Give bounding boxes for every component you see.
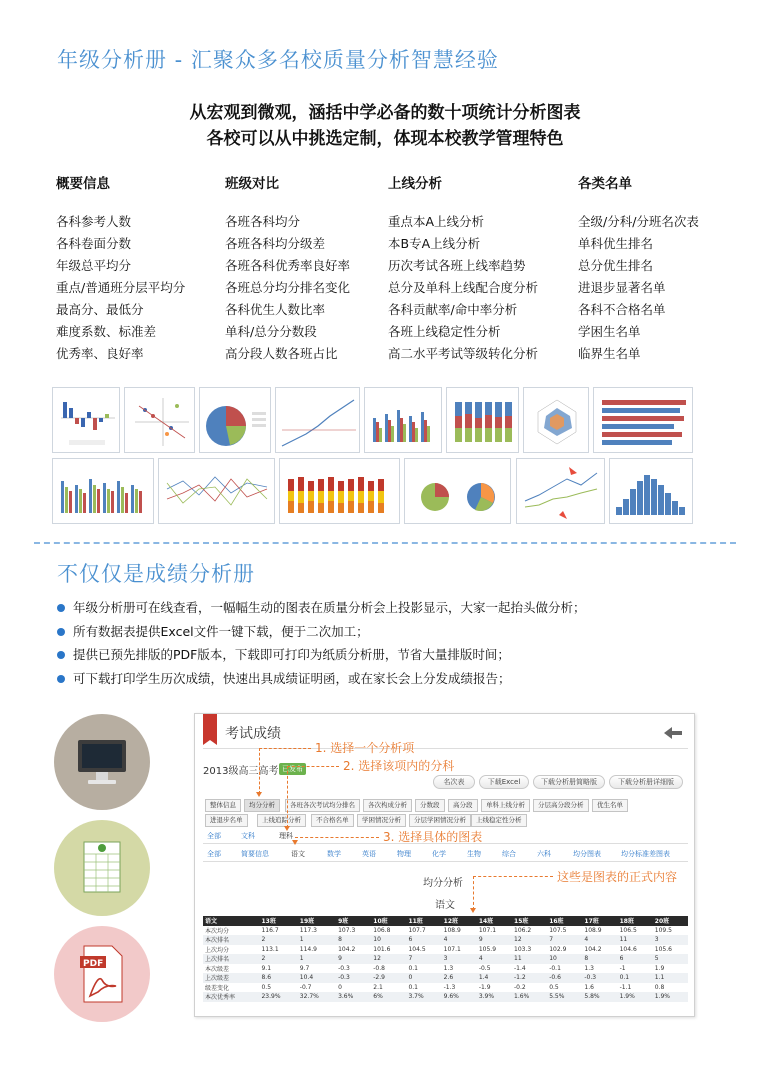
feature-item: 最高分、最低分 bbox=[56, 302, 144, 317]
header-cell: 语文 bbox=[203, 916, 259, 926]
annotation-arrow-icon bbox=[470, 908, 476, 913]
thumbnail-heatmap-bar-chart bbox=[279, 458, 400, 524]
published-tag: 已发布 bbox=[279, 763, 306, 775]
table-cell: 116.7 bbox=[261, 926, 279, 934]
header-cell: 19班 bbox=[298, 916, 336, 926]
spreadsheet-icon bbox=[54, 820, 150, 916]
tab-online-stability[interactable]: 上线稳定性分析 bbox=[471, 814, 527, 827]
annotation-line bbox=[259, 748, 260, 794]
annotation-line bbox=[287, 766, 339, 767]
table-row bbox=[203, 935, 688, 945]
feature-item: 各科卷面分数 bbox=[56, 236, 132, 251]
thumbnail-histogram-chart bbox=[609, 458, 693, 524]
table-cell: -1.1 bbox=[619, 983, 632, 991]
table-cell: 11 bbox=[512, 954, 547, 964]
table-cell: 105.6 bbox=[654, 945, 672, 953]
subject-english[interactable]: 英语 bbox=[362, 850, 376, 858]
table-cell: -0.6 bbox=[547, 973, 582, 983]
thumbnail-trend-chart bbox=[516, 458, 605, 524]
thumbnail-line-chart bbox=[275, 387, 360, 453]
thumbnail-scatter-chart bbox=[124, 387, 195, 453]
table-row bbox=[203, 992, 688, 1002]
table-cell: 本次级差 bbox=[205, 965, 230, 973]
table-cell: 9 bbox=[477, 935, 512, 945]
pdf-icon-label: PDF bbox=[83, 959, 104, 969]
thumbnail-pie-chart bbox=[199, 387, 271, 453]
section-title-analysis-book: 年级分析册 - 汇聚众多名校质量分析智慧经验 bbox=[57, 48, 499, 72]
table-cell: -0.3 bbox=[336, 973, 371, 983]
table-cell: 101.6 bbox=[373, 945, 391, 953]
table-cell: 114.9 bbox=[299, 945, 317, 953]
chart-title: 均分分析 bbox=[423, 878, 463, 889]
table-cell: -0.7 bbox=[299, 983, 312, 991]
filter-science[interactable]: 理科 bbox=[279, 832, 293, 840]
annotation-line bbox=[295, 837, 379, 838]
table-cell: 1.6 bbox=[584, 983, 594, 991]
table-cell: 8 bbox=[336, 935, 371, 945]
table-cell: 9.7 bbox=[299, 964, 310, 972]
feature-column-lists bbox=[578, 172, 699, 365]
table-row bbox=[203, 964, 688, 974]
table-cell: -0.1 bbox=[549, 964, 561, 972]
annotation-line bbox=[259, 748, 311, 749]
thumbnail-bar-chart bbox=[52, 387, 120, 453]
tab-layered-high[interactable]: 分层高分段分析 bbox=[533, 799, 589, 812]
table-cell: 上次级差 bbox=[203, 973, 259, 983]
tab-subject-online[interactable]: 单科上线分析 bbox=[481, 799, 530, 812]
table-cell: 2 bbox=[259, 935, 297, 945]
feature-item: 单科/总分分数段 bbox=[225, 324, 317, 339]
table-cell: 上次排名 bbox=[203, 954, 259, 964]
table-cell: 32.7% bbox=[298, 992, 336, 1002]
table-header-row bbox=[203, 916, 688, 926]
table-cell: 107.1 bbox=[478, 926, 497, 934]
table-cell: 1.9% bbox=[653, 992, 688, 1002]
intro-line-2: 各校可以从中挑选定制，体现本校教学管理特色 bbox=[206, 129, 564, 149]
tab-overall-info[interactable]: 整体信息 bbox=[205, 799, 241, 812]
table-cell: 1.3 bbox=[443, 964, 454, 972]
feature-item: 各科参考人数 bbox=[56, 214, 132, 229]
table-cell: 5.8% bbox=[582, 992, 617, 1002]
table-cell: -1.3 bbox=[443, 983, 456, 991]
table-row bbox=[203, 983, 688, 993]
table-cell: 9.6% bbox=[442, 992, 477, 1002]
feature-item: 学困生名单 bbox=[578, 324, 641, 339]
table-cell: 1.9% bbox=[618, 992, 653, 1002]
header-cell: 11班 bbox=[406, 916, 441, 926]
header-cell: 9班 bbox=[336, 916, 371, 926]
table-cell: 104.2 bbox=[338, 945, 356, 953]
header-cell: 12班 bbox=[442, 916, 477, 926]
annotation-step-2: 2. 选择该项内的分科 bbox=[343, 759, 455, 773]
subject-chinese[interactable]: 语文 bbox=[291, 850, 305, 858]
tab-score-bands[interactable]: 分数段 bbox=[415, 799, 445, 812]
feature-item: 临界生名单 bbox=[578, 346, 641, 361]
subject-biology[interactable]: 生物 bbox=[467, 850, 481, 858]
subject-all[interactable]: 全部 bbox=[207, 850, 221, 858]
table-cell: 107.3 bbox=[338, 926, 356, 934]
section-divider bbox=[34, 542, 736, 544]
feature-column-overview bbox=[56, 172, 185, 365]
table-cell: 6% bbox=[371, 992, 406, 1002]
table-cell: 0.5 bbox=[549, 983, 559, 991]
table-cell: 105.9 bbox=[478, 945, 497, 953]
table-cell: 3.7% bbox=[406, 992, 441, 1002]
column-heading: 班级对比 bbox=[225, 176, 279, 192]
annotation-content: 这些是图表的正式内容 bbox=[557, 870, 678, 884]
monitor-icon bbox=[54, 714, 150, 810]
annotation-arrow-icon bbox=[256, 792, 262, 797]
tab-composition[interactable]: 各次构成分析 bbox=[363, 799, 412, 812]
header-cell: 10班 bbox=[371, 916, 406, 926]
table-cell: 3.9% bbox=[477, 992, 512, 1002]
table-cell: 本次排名 bbox=[203, 935, 259, 945]
rank-table-button[interactable]: 名次表 bbox=[433, 775, 475, 789]
chart-average[interactable]: 均分图表 bbox=[573, 850, 601, 858]
table-cell: 3 bbox=[653, 935, 688, 945]
pdf-icon bbox=[54, 926, 150, 1022]
tab-layered-struggling[interactable]: 分层学困情况分析 bbox=[409, 814, 471, 827]
exam-scores-screenshot bbox=[194, 713, 695, 1017]
table-cell: 106.2 bbox=[514, 926, 532, 934]
table-cell: -1.9 bbox=[478, 983, 491, 991]
subject-chemistry[interactable]: 化学 bbox=[432, 850, 446, 858]
thumbnail-stacked-bar-chart bbox=[446, 387, 519, 453]
feature-item: 历次考试各班上线率趋势 bbox=[388, 258, 526, 273]
table-cell: 0.1 bbox=[408, 983, 418, 991]
header-cell: 20班 bbox=[653, 916, 688, 926]
tab-progress-list[interactable]: 进退步名单 bbox=[205, 814, 248, 827]
table-cell: -1.4 bbox=[514, 964, 526, 972]
bullet-item: 年级分析册可在线查看，一幅幅生动的图表在质量分析会上投影显示，大家一起抬头做分析； bbox=[57, 596, 586, 620]
table-cell: 1.3 bbox=[584, 964, 594, 972]
table-cell: 8.6 bbox=[259, 973, 297, 983]
table-cell: 1.4 bbox=[477, 973, 512, 983]
table-cell: 1.1 bbox=[653, 973, 688, 983]
feature-item: 年级总平均分 bbox=[56, 258, 132, 273]
table-row bbox=[203, 926, 688, 936]
table-cell: 0.5 bbox=[261, 983, 272, 991]
table-cell: 106.8 bbox=[373, 926, 391, 934]
header-cell: 18班 bbox=[618, 916, 653, 926]
table-cell: -2.9 bbox=[371, 973, 406, 983]
feature-item: 重点/普通班分层平均分 bbox=[56, 280, 186, 295]
subject-brief[interactable]: 简要信息 bbox=[241, 850, 269, 858]
table-cell: 103.3 bbox=[514, 945, 532, 953]
table-cell: 12 bbox=[512, 935, 547, 945]
table-cell: -1 bbox=[619, 964, 626, 972]
feature-item: 总分优生排名 bbox=[578, 258, 654, 273]
table-cell: 109.5 bbox=[654, 926, 672, 934]
download-brief-button[interactable]: 下载分析册简略版 bbox=[533, 775, 605, 789]
table-cell: 2.6 bbox=[442, 973, 477, 983]
table-cell: 0.8 bbox=[654, 983, 665, 991]
average-score-table bbox=[203, 916, 688, 1002]
annotation-line bbox=[473, 876, 474, 910]
feature-item: 单科优生排名 bbox=[578, 236, 654, 251]
tab-class-rank[interactable]: 各班各次考试均分排名 bbox=[285, 799, 360, 812]
annotation-arrow-icon bbox=[284, 826, 290, 831]
feature-item: 高分段人数各班占比 bbox=[225, 346, 338, 361]
feature-bullet-list bbox=[57, 596, 586, 690]
table-cell: -0.3 bbox=[582, 973, 617, 983]
table-cell: 5 bbox=[653, 954, 688, 964]
table-cell: 11 bbox=[618, 935, 653, 945]
table-cell: 1 bbox=[298, 935, 336, 945]
table-cell: 104.2 bbox=[584, 945, 602, 953]
table-cell: 7 bbox=[406, 954, 441, 964]
table-cell: 0 bbox=[338, 983, 342, 991]
table-cell: 23.9% bbox=[259, 992, 297, 1002]
table-cell: 本次优秀率 bbox=[203, 992, 259, 1002]
table-cell: 8 bbox=[582, 954, 617, 964]
table-cell: 4 bbox=[477, 954, 512, 964]
table-cell: 113.1 bbox=[261, 945, 279, 953]
thumbnail-donut-charts bbox=[404, 458, 511, 524]
table-cell: 10.4 bbox=[298, 973, 336, 983]
table-cell: 级差变化 bbox=[205, 984, 230, 992]
bookmark-icon bbox=[203, 714, 217, 740]
tab-average-analysis[interactable]: 均分分析 bbox=[244, 799, 280, 812]
feature-item: 重点本A上线分析 bbox=[388, 214, 485, 229]
filter-liberal-arts[interactable]: 文科 bbox=[241, 832, 255, 840]
thumbnail-horizontal-bar-chart bbox=[593, 387, 693, 453]
table-cell: 1.6% bbox=[512, 992, 547, 1002]
feature-item: 各班上线稳定性分析 bbox=[388, 324, 501, 339]
tab-fail-list[interactable]: 不合格名单 bbox=[311, 814, 354, 827]
feature-item: 各班总分均分排名变化 bbox=[225, 280, 351, 295]
thumbnail-grouped-bar-chart bbox=[364, 387, 442, 453]
table-cell: 117.3 bbox=[299, 926, 317, 934]
table-cell: 6 bbox=[406, 935, 441, 945]
table-cell: 3.6% bbox=[336, 992, 371, 1002]
table-cell: 4 bbox=[442, 935, 477, 945]
subject-six[interactable]: 六科 bbox=[537, 850, 551, 858]
subject-combined[interactable]: 综合 bbox=[502, 850, 516, 858]
table-cell: 4 bbox=[582, 935, 617, 945]
table-cell: -0.8 bbox=[373, 964, 385, 972]
table-cell: 107.5 bbox=[549, 926, 567, 934]
download-detailed-button[interactable]: 下载分析册详细版 bbox=[609, 775, 683, 789]
table-cell: 6 bbox=[618, 954, 653, 964]
chart-subtitle: 语文 bbox=[435, 900, 455, 911]
exam-name: 2013级高三高考 bbox=[203, 766, 279, 777]
table-cell: 1 bbox=[298, 954, 336, 964]
feature-item: 各科贡献率/命中率分析 bbox=[388, 302, 518, 317]
divider bbox=[203, 861, 688, 862]
tab-struggling-analysis[interactable]: 学困情况分析 bbox=[357, 814, 406, 827]
feature-column-class-compare bbox=[225, 172, 350, 365]
feature-column-online-analysis bbox=[388, 172, 538, 365]
table-row bbox=[203, 954, 688, 964]
column-heading: 各类名单 bbox=[578, 176, 632, 192]
table-cell: 104.5 bbox=[408, 945, 426, 953]
feature-item: 各科不合格名单 bbox=[578, 302, 666, 317]
feature-item: 各班各科优秀率良好率 bbox=[225, 258, 351, 273]
thumbnail-multi-line-chart bbox=[158, 458, 275, 524]
thumbnail-radar-chart bbox=[523, 387, 589, 453]
intro-line-1: 从宏观到微观，涵括中学必备的数十项统计分析图表 bbox=[189, 103, 581, 123]
column-heading: 上线分析 bbox=[388, 176, 442, 192]
thumbnail-multi-bar-chart bbox=[52, 458, 154, 524]
table-cell: 2 bbox=[259, 954, 297, 964]
bullet-item: 所有数据表提供Excel文件一键下载，便于二次加工； bbox=[57, 620, 586, 644]
table-row bbox=[203, 973, 688, 983]
table-cell: 104.6 bbox=[619, 945, 637, 953]
table-cell: 3 bbox=[442, 954, 477, 964]
table-cell: 108.9 bbox=[443, 926, 461, 934]
table-cell: -0.3 bbox=[338, 964, 350, 972]
header-cell: 15班 bbox=[512, 916, 547, 926]
table-row bbox=[203, 945, 688, 955]
download-excel-button[interactable]: 下载Excel bbox=[479, 775, 529, 789]
header-cell: 17班 bbox=[582, 916, 617, 926]
panel-title: 考试成绩 bbox=[225, 726, 281, 742]
table-cell: -1.2 bbox=[512, 973, 547, 983]
table-cell: 102.9 bbox=[549, 945, 567, 953]
table-cell: 107.7 bbox=[408, 926, 426, 934]
subject-physics[interactable]: 物理 bbox=[397, 850, 411, 858]
feature-item: 本B专A上线分析 bbox=[388, 236, 481, 251]
section-title-more-than-scores: 不仅仅是成绩分析册 bbox=[57, 562, 255, 586]
feature-item: 优秀率、良好率 bbox=[56, 346, 144, 361]
table-cell: 10 bbox=[547, 954, 582, 964]
table-cell: 9 bbox=[336, 954, 371, 964]
table-cell: -0.2 bbox=[514, 983, 526, 991]
back-arrow-icon[interactable] bbox=[664, 724, 682, 736]
table-cell: 上次均分 bbox=[205, 946, 230, 954]
filter-all[interactable]: 全部 bbox=[207, 832, 221, 840]
table-cell: 7 bbox=[547, 935, 582, 945]
table-cell: 9.1 bbox=[261, 964, 272, 972]
annotation-arrow-icon bbox=[292, 840, 298, 845]
header-cell: 13班 bbox=[259, 916, 297, 926]
annotation-line bbox=[473, 876, 553, 877]
feature-item: 各科优生人数比率 bbox=[225, 302, 326, 317]
bullet-item: 提供已预先排版的PDF版本，下载即可打印为纸质分析册，节省大量排版时间； bbox=[57, 643, 586, 667]
header-cell: 14班 bbox=[477, 916, 512, 926]
bullet-item: 可下载打印学生历次成绩，快速出具成绩证明函，或在家长会上分发成绩报告； bbox=[57, 667, 586, 691]
feature-item: 各班各科均分 bbox=[225, 214, 301, 229]
subject-math[interactable]: 数学 bbox=[327, 850, 341, 858]
table-cell: 106.5 bbox=[619, 926, 637, 934]
annotation-line bbox=[287, 766, 288, 828]
table-cell: 12 bbox=[371, 954, 406, 964]
tab-high-bands[interactable]: 高分段 bbox=[448, 799, 478, 812]
feature-item: 难度系数、标准差 bbox=[56, 324, 157, 339]
column-heading: 概要信息 bbox=[56, 176, 110, 192]
feature-item: 高二水平考试等级转化分析 bbox=[388, 346, 539, 361]
annotation-step-1: 1. 选择一个分析项 bbox=[315, 741, 415, 755]
feature-item: 全级/分科/分班名次表 bbox=[578, 214, 699, 229]
table-cell: 5.5% bbox=[547, 992, 582, 1002]
table-cell: 107.1 bbox=[443, 945, 461, 953]
table-cell: 1.9 bbox=[654, 964, 665, 972]
feature-item: 进退步显著名单 bbox=[578, 280, 666, 295]
tab-top-students[interactable]: 优生名单 bbox=[592, 799, 628, 812]
feature-item: 各班各科均分级差 bbox=[225, 236, 326, 251]
table-cell: 0.1 bbox=[408, 964, 418, 972]
table-cell: -0.5 bbox=[478, 964, 491, 972]
table-cell: 108.9 bbox=[584, 926, 602, 934]
annotation-step-3: 3. 选择具体的图表 bbox=[383, 830, 483, 844]
feature-item: 总分及单科上线配合度分析 bbox=[388, 280, 539, 295]
table-cell: 10 bbox=[371, 935, 406, 945]
table-cell: 本次均分 bbox=[205, 927, 230, 935]
table-cell: 2.1 bbox=[373, 983, 383, 991]
tab-online-tracking[interactable]: 上线追踪分析 bbox=[257, 814, 306, 827]
header-cell: 16班 bbox=[547, 916, 582, 926]
chart-average-std[interactable]: 均分标准差图表 bbox=[621, 850, 670, 858]
table-cell: 0 bbox=[406, 973, 441, 983]
table-cell: 0.1 bbox=[618, 973, 653, 983]
